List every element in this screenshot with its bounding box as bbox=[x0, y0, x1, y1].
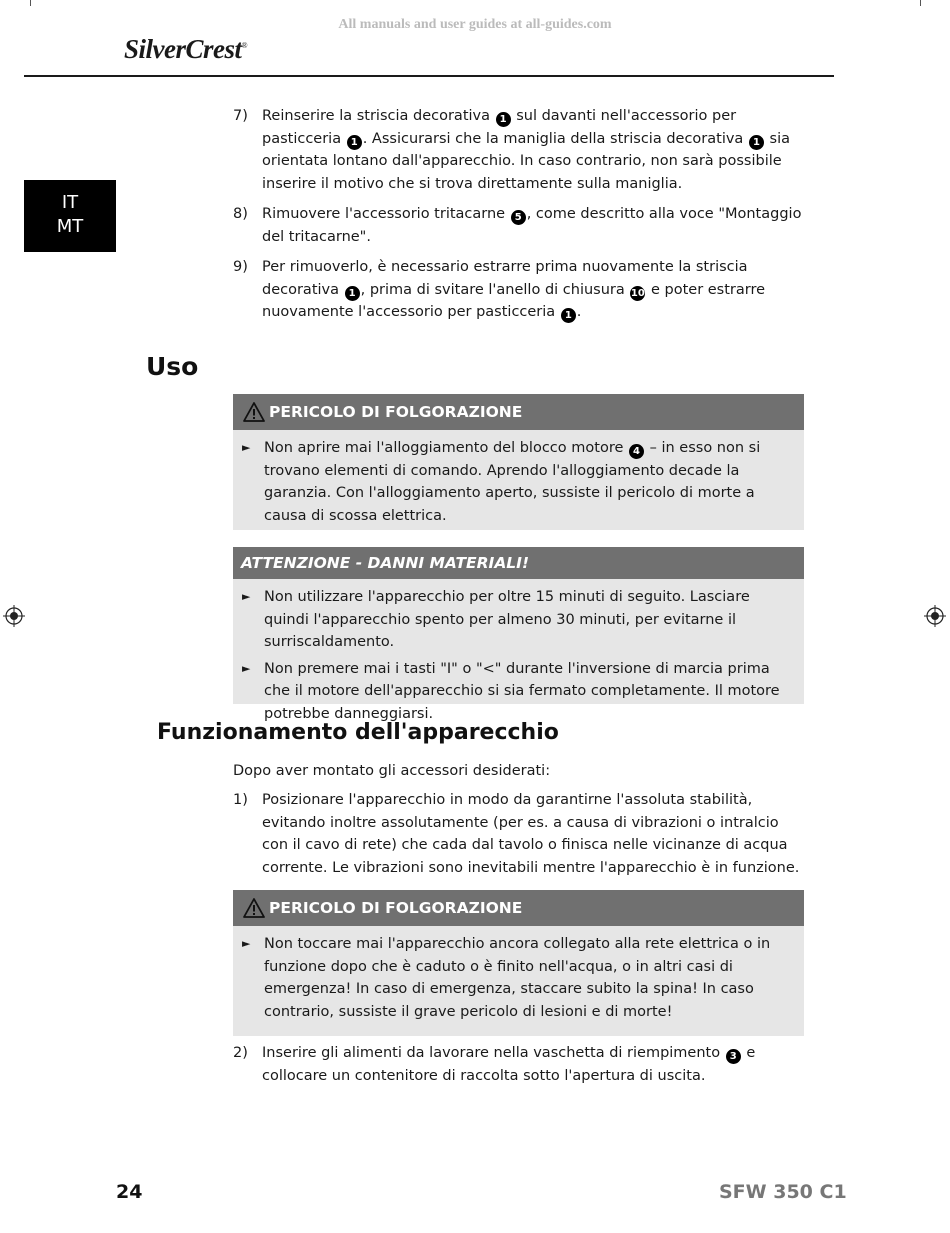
steps-top bbox=[233, 105, 808, 324]
attention-box bbox=[233, 547, 804, 722]
list-item bbox=[233, 105, 808, 195]
bullet-text: Non premere mai i tasti "I" o "<" durante l'inversione di marcia prima che il motore dell'apparecchio si sia fermato completamente. Il motore potrebbe danneggiarsi. bbox=[264, 660, 780, 722]
section-heading-uso: Uso bbox=[146, 352, 199, 381]
list-item bbox=[233, 789, 808, 879]
reference-number-badge: 1 bbox=[347, 135, 362, 150]
reference-number-badge: 4 bbox=[629, 444, 644, 459]
step-number: 9) bbox=[233, 259, 248, 275]
step-2 bbox=[233, 1042, 808, 1087]
bullet-text: Non toccare mai l'apparecchio ancora collegato alla rete elettrica o in funzione dopo che è caduto o è finito nell'acqua, o in altri casi di emergenza! In caso di emergenza, staccare subito la spina! In caso contrario, sussiste il grave pericolo di lesioni e di morte! bbox=[264, 936, 771, 1020]
model-number: SFW 350 C1 bbox=[719, 1181, 847, 1203]
danger-box-header bbox=[233, 890, 804, 926]
list-item bbox=[242, 586, 790, 654]
reference-number-badge: 3 bbox=[726, 1049, 741, 1064]
list-item bbox=[242, 437, 790, 527]
language-code: MT bbox=[56, 216, 84, 237]
danger-box-title: PERICOLO DI FOLGORAZIONE bbox=[269, 403, 523, 421]
warning-triangle-icon bbox=[243, 402, 265, 422]
step-number: 1) bbox=[233, 792, 248, 808]
step-text: Per rimuoverlo, è necessario estrarre prima nuovamente la striscia decorativa 1 , prima di svitare l'anello di chiusura 10 e poter estrarre nuovamente l'accessorio per pasticceria 1 . bbox=[262, 259, 766, 321]
warning-triangle-icon bbox=[243, 898, 265, 918]
bullet-arrow-icon: ► bbox=[242, 937, 251, 950]
crop-mark bbox=[920, 0, 921, 6]
list-item bbox=[242, 933, 790, 1023]
step-text: Rimuovere l'accessorio tritacarne 5 , come descritto alla voce "Montaggio del tritacarne". bbox=[262, 206, 802, 245]
danger-box-body bbox=[233, 926, 804, 1031]
section-heading-funzionamento: Funzionamento dell'apparecchio bbox=[157, 720, 559, 745]
bullet-arrow-icon: ► bbox=[242, 441, 251, 454]
danger-box-header bbox=[233, 394, 804, 430]
brand-logo: SilverCrest® bbox=[124, 34, 248, 64]
reference-number-badge: 1 bbox=[749, 135, 764, 150]
danger-box-body bbox=[233, 430, 804, 535]
list-item bbox=[233, 1042, 808, 1087]
header-rule bbox=[24, 75, 834, 77]
step-text: Inserire gli alimenti da lavorare nella vaschetta di riempimento 3 e collocare un contenitore di raccolta sotto l'apertura di uscita. bbox=[262, 1045, 756, 1084]
step-1 bbox=[233, 789, 808, 879]
reference-number-badge: 5 bbox=[511, 210, 526, 225]
attention-box-body bbox=[233, 579, 804, 733]
registration-mark-icon bbox=[924, 605, 946, 627]
attention-box-header: ATTENZIONE - DANNI MATERIALI! bbox=[233, 547, 804, 579]
list-item bbox=[233, 203, 808, 248]
language-tab bbox=[24, 180, 116, 252]
bullet-arrow-icon: ► bbox=[242, 661, 251, 675]
list-item bbox=[233, 256, 808, 324]
bullet-arrow-icon: ► bbox=[242, 590, 251, 603]
step-number: 7) bbox=[233, 108, 248, 124]
reference-number-badge: 10 bbox=[630, 287, 645, 299]
step-number: 8) bbox=[233, 206, 248, 222]
danger-box-title: PERICOLO DI FOLGORAZIONE bbox=[269, 899, 523, 917]
page-number: 24 bbox=[116, 1181, 143, 1203]
crop-mark bbox=[30, 0, 31, 6]
reference-number-badge: 1 bbox=[496, 112, 511, 127]
reference-number-badge: 1 bbox=[561, 308, 576, 323]
step-number: 2) bbox=[233, 1045, 248, 1061]
danger-box bbox=[233, 890, 804, 1036]
bullet-text: Non aprire mai l'alloggiamento del blocco motore 4 – in esso non si trovano elementi di comando. Aprendo l'alloggiamento decade la garanzia. Con l'alloggiamento aperto, sussiste il pericolo di morte a causa di scossa elettrica. bbox=[264, 440, 761, 524]
step-text: Reinserire la striscia decorativa 1 sul davanti nell'accessorio per pasticceria 1 . Assicurarsi che la maniglia della striscia decorativa 1 sia orientata lontano dall'apparecchio. In caso contrario, non sarà possibile inserire il motivo che si trova direttamente sulla maniglia. bbox=[262, 108, 790, 192]
danger-box bbox=[233, 394, 804, 530]
watermark: All manuals and user guides at all-guides.com bbox=[338, 17, 612, 32]
intro-text: Dopo aver montato gli accessori desiderati: bbox=[233, 763, 551, 779]
reference-number-badge: 1 bbox=[345, 286, 360, 301]
bullet-text: Non utilizzare l'apparecchio per oltre 15 minuti di seguito. Lasciare quindi l'apparecchio spento per almeno 30 minuti, per evitarne il surriscaldamento. bbox=[264, 589, 750, 650]
language-code: IT bbox=[61, 192, 79, 213]
registration-mark-icon bbox=[3, 605, 25, 627]
list-item bbox=[242, 658, 790, 726]
step-text: Posizionare l'apparecchio in modo da garantirne l'assoluta stabilità, evitando inoltre assolutamente (per es. a causa di vibrazioni o intralcio con il cavo di rete) che cada dal tavolo o finisca nelle vicinanze di acqua corrente. Le vibrazioni sono inevitabili mentre l'apparecchio è in funzione. bbox=[262, 792, 800, 876]
